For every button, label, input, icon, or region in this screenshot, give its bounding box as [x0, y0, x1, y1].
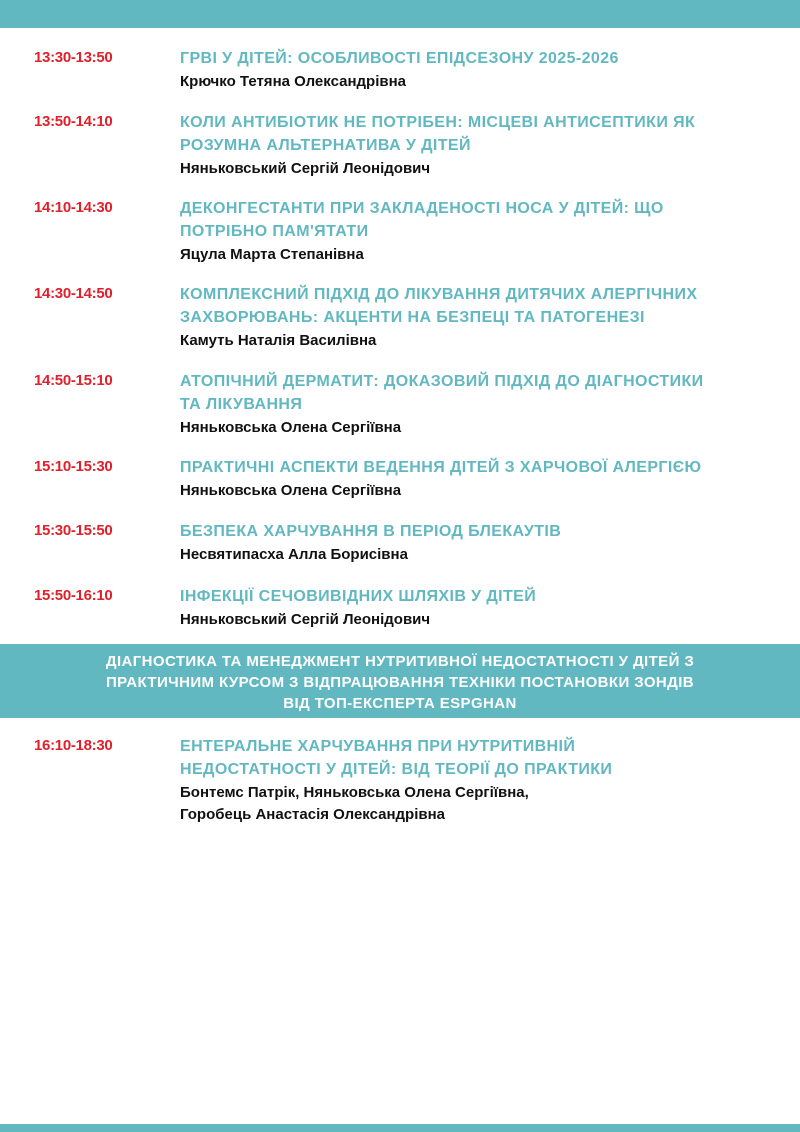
bottom-band: [0, 1124, 800, 1132]
session-time: 15:10-15:30: [34, 458, 113, 475]
session-time: 13:50-14:10: [34, 113, 113, 130]
session-speaker: Крючко Тетяна Олександрівна: [180, 73, 406, 90]
session-speaker: Яцула Марта Степанівна: [180, 246, 364, 263]
session-time: 14:30-14:50: [34, 285, 113, 302]
session-speaker: Няньковський Сергій Леонідович: [180, 160, 431, 177]
session-speaker: Камуть Наталія Василівна: [180, 332, 377, 349]
session-title: ЕНТЕРАЛЬНЕ ХАРЧУВАННЯ ПРИ НУТРИТИВНІЙ НЕДОСТАТНОСТІ У ДІТЕЙ: ВІД ТЕОРІЇ ДО ПРАКТИКИ: [180, 738, 613, 778]
session-title: ПРАКТИЧНІ АСПЕКТИ ВЕДЕННЯ ДІТЕЙ З ХАРЧОВОЇ АЛЕРГІЄЮ: [180, 459, 702, 476]
session-title: АТОПІЧНИЙ ДЕРМАТИТ: ДОКАЗОВИЙ ПІДХІД ДО ДІАГНОСТИКИ ТА ЛІКУВАННЯ: [180, 373, 704, 413]
session-title: КОМПЛЕКСНИЙ ПІДХІД ДО ЛІКУВАННЯ ДИТЯЧИХ АЛЕРГІЧНИХ ЗАХВОРЮВАНЬ: АКЦЕНТИ НА БЕЗПЕЦІ ТА ПАТОГЕНЕЗІ: [180, 286, 698, 326]
session-time: 16:10-18:30: [34, 737, 113, 754]
session-title: ДЕКОНГЕСТАНТИ ПРИ ЗАКЛАДЕНОСТІ НОСА У ДІТЕЙ: ЩО ПОТРІБНО ПАМ'ЯТАТИ: [180, 200, 664, 240]
session-time: 14:10-14:30: [34, 199, 113, 216]
top-band: [0, 0, 800, 28]
session-title: БЕЗПЕКА ХАРЧУВАННЯ В ПЕРІОД БЛЕКАУТІВ: [180, 523, 562, 540]
session-time: 14:50-15:10: [34, 372, 113, 389]
session-title: ІНФЕКЦІЇ СЕЧОВИВІДНИХ ШЛЯХІВ У ДІТЕЙ: [180, 588, 537, 605]
section-banner: ДІАГНОСТИКА ТА МЕНЕДЖМЕНТ НУТРИТИВНОЇ НЕДОСТАТНОСТІ У ДІТЕЙ З ПРАКТИЧНИМ КУРСОМ З ВІДПРАЦЮВАННЯ ТЕХНІКИ ПОСТАНОВКИ ЗОНДІВ ВІД ТОП-ЕКСПЕРТА ESPGHAN: [0, 644, 800, 718]
session-speaker: Несвятипасха Алла Борисівна: [180, 546, 408, 563]
session-time: 15:50-16:10: [34, 587, 113, 604]
session-speaker: Бонтемс Патрік, Няньковська Олена Сергіївна, Горобець Анастасія Олександрівна: [180, 784, 529, 823]
session-speaker: Няньковська Олена Сергіївна: [180, 419, 402, 436]
session-time: 13:30-13:50: [34, 49, 113, 66]
session-speaker: Няньковський Сергій Леонідович: [180, 611, 431, 628]
session-title: ГРВІ У ДІТЕЙ: ОСОБЛИВОСТІ ЕПІДСЕЗОНУ 2025-2026: [180, 50, 619, 67]
session-speaker: Няньковська Олена Сергіївна: [180, 482, 402, 499]
session-title: КОЛИ АНТИБІОТИК НЕ ПОТРІБЕН: МІСЦЕВІ АНТИСЕПТИКИ ЯК РОЗУМНА АЛЬТЕРНАТИВА У ДІТЕЙ: [180, 114, 696, 154]
session-time: 15:30-15:50: [34, 522, 113, 539]
